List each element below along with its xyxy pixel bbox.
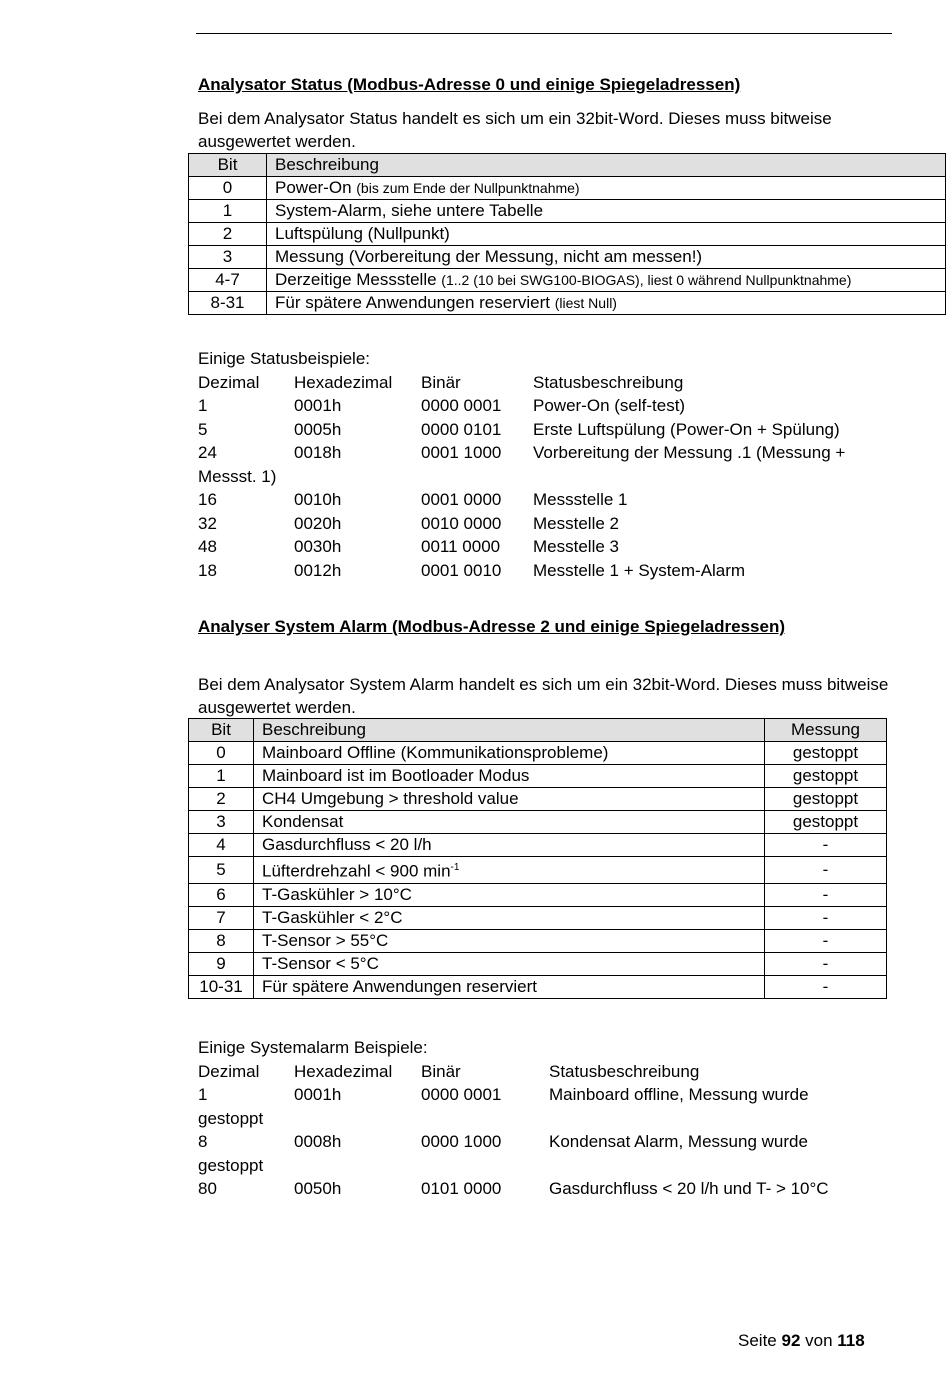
header-binaer: Binär [421,1061,461,1081]
example-bin: 0010 0000 [421,513,502,533]
example-row [198,535,898,559]
bit-cell: 1 [189,200,267,223]
example-desc: Messtelle 1 + System-Alarm [533,560,746,580]
bit-cell: 2 [189,223,267,246]
bit-cell: 5 [189,857,254,884]
table-row [189,834,887,857]
messung-cell: - [765,883,887,906]
example-hex: 0030h [294,537,342,556]
example-dec: 18 [198,560,217,580]
table-row [189,811,887,834]
examples-header-row [198,1060,898,1084]
bit-cell: 0 [189,177,267,200]
examples-title: Einige Statusbeispiele: [198,349,371,368]
footer-mid: von [800,1331,838,1350]
example-dec: 1 [198,1085,208,1104]
example-row [198,488,898,512]
example-wrap [198,1154,898,1178]
description-text: Für spätere Anwendungen reserviert [262,976,537,996]
description-cell [267,200,946,223]
table-row [189,788,887,811]
messung-cell: gestoppt [765,788,887,811]
status-examples [198,347,898,582]
example-desc: Kondensat Alarm, Messung wurde [549,1132,808,1151]
example-row [198,1130,898,1154]
example-row [198,394,898,418]
example-hex: 0001h [294,1085,342,1104]
header-statusbeschreibung: Statusbeschreibung [549,1061,700,1081]
examples-title: Einige Systemalarm Beispiele: [198,1038,428,1057]
example-hex: 0001h [294,396,342,415]
description-cell [254,742,765,765]
messung-cell: gestoppt [765,742,887,765]
example-bin: 0001 1000 [421,443,502,462]
header-statusbeschreibung: Statusbeschreibung [533,372,684,392]
page-footer [738,1331,865,1351]
example-row [198,418,898,442]
example-desc: Erste Luftspülung (Power-On + Spülung) [533,419,840,439]
example-hex: 0018h [294,443,342,462]
alarm-examples [198,1036,898,1201]
messung-cell: - [765,857,887,884]
example-wrap-text: Messst. 1) [198,466,277,486]
description-cell [267,269,946,292]
table-row [189,952,887,975]
example-dec: 5 [198,419,208,439]
example-dec: 16 [198,490,217,509]
example-bin: 0101 0000 [421,1179,502,1198]
example-desc: Messtelle 2 [533,513,619,533]
messung-cell: - [765,906,887,929]
example-wrap-text: gestoppt [198,1155,264,1175]
bit-cell: 4-7 [189,269,267,292]
table-row [189,906,887,929]
table-header-row [189,154,946,177]
description-cell [254,883,765,906]
example-desc: Power-On (self-test) [533,396,686,415]
section2-intro: Bei dem Analysator System Alarm handelt es sich um ein 32bit-Word. Dieses muss bitweise ausgewertet werden. [198,675,889,717]
header-hexadezimal: Hexadezimal [294,372,393,392]
description-text: Power-On [275,178,352,197]
description-text: T-Gaskühler > 10°C [262,884,412,904]
header-beschreibung: Beschreibung [254,719,765,742]
status-table [188,153,946,315]
description-text: Lüfterdrehzahl < 900 min [262,861,451,881]
superscript: -1 [450,862,460,873]
description-cell [254,834,765,857]
example-row [198,1083,898,1107]
example-bin: 0000 0001 [421,396,502,415]
description-cell [267,292,946,315]
example-desc: Vorbereitung der Messung .1 (Messung + [533,443,846,462]
example-dec: 32 [198,513,217,533]
example-dec: 80 [198,1179,217,1198]
table-row [189,177,946,200]
section1-heading: Analysator Status (Modbus-Adresse 0 und einige Spiegeladressen) [198,75,741,94]
table-row [189,246,946,269]
example-wrap-text: gestoppt [198,1108,264,1128]
example-row [198,441,898,465]
example-desc: Messstelle 1 [533,490,628,509]
messung-cell: - [765,952,887,975]
description-cell [254,811,765,834]
footer-page: 92 [781,1331,801,1350]
table-row [189,857,887,884]
bit-cell: 4 [189,834,254,857]
description-cell [254,857,765,884]
bit-cell: 10-31 [189,975,254,998]
table-row [189,292,946,315]
bit-cell: 3 [189,811,254,834]
table-row [189,200,946,223]
description-text: Kondensat [262,812,344,831]
description-text: CH4 Umgebung > threshold value [262,789,519,808]
examples-header-row [198,371,898,395]
example-dec: 8 [198,1132,208,1151]
example-bin: 0011 0000 [421,537,501,556]
table-row [189,929,887,952]
table-row [189,975,887,998]
example-bin: 0000 0101 [421,419,502,439]
bit-cell: 8 [189,929,254,952]
header-messung: Messung [765,719,887,742]
table-row [189,269,946,292]
messung-cell: gestoppt [765,765,887,788]
example-row [198,559,898,583]
bit-cell: 7 [189,906,254,929]
table-header-row [189,719,887,742]
example-bin: 0001 0000 [421,490,502,509]
description-text: Gasdurchfluss < 20 l/h [262,835,432,854]
example-dec: 48 [198,537,217,556]
messung-cell: - [765,929,887,952]
description-text: Messung (Vorbereitung der Messung, nicht am messen!) [275,247,703,266]
bit-cell: 6 [189,883,254,906]
example-bin: 0000 1000 [421,1132,502,1151]
example-bin: 0001 0010 [421,560,502,580]
table-row [189,223,946,246]
top-rule [196,33,892,34]
alarm-table [188,718,887,999]
table-row [189,742,887,765]
header-dezimal: Dezimal [198,372,260,392]
example-hex: 0020h [294,513,342,533]
bit-cell: 1 [189,765,254,788]
example-hex: 0010h [294,490,342,509]
example-desc: Messtelle 3 [533,537,619,556]
description-text: T-Gaskühler < 2°C [262,907,403,927]
bit-cell: 3 [189,246,267,269]
description-cell [254,929,765,952]
description-cell [254,788,765,811]
footer-total: 118 [837,1331,865,1350]
header-binaer: Binär [421,372,461,392]
description-note: (1..2 (10 bei SWG100-BIOGAS), liest 0 während Nullpunktnahme) [441,272,852,288]
example-hex: 0008h [294,1132,342,1151]
bit-cell: 0 [189,742,254,765]
bit-cell: 8-31 [189,292,267,315]
description-cell [267,177,946,200]
description-cell [254,765,765,788]
footer-prefix: Seite [738,1331,782,1350]
example-row [198,1177,898,1201]
example-dec: 24 [198,443,217,462]
example-hex: 0050h [294,1179,342,1198]
bit-cell: 2 [189,788,254,811]
messung-cell: - [765,975,887,998]
description-text: T-Sensor < 5°C [262,953,379,973]
description-cell [254,952,765,975]
example-wrap [198,465,898,489]
description-cell [254,906,765,929]
header-bit: Bit [189,719,254,742]
header-hexadezimal: Hexadezimal [294,1061,393,1081]
description-text: Für spätere Anwendungen reserviert [275,293,550,312]
example-hex: 0005h [294,419,342,439]
table-row [189,765,887,788]
description-text: T-Sensor > 55°C [262,930,389,950]
example-row [198,512,898,536]
section1-intro: Bei dem Analysator Status handelt es sich um ein 32bit-Word. Dieses muss bitweise ausgewertet werden. [198,109,832,151]
header-bit: Bit [189,154,267,177]
description-text: Derzeitige Messstelle [275,270,437,289]
example-wrap [198,1107,898,1131]
messung-cell: gestoppt [765,811,887,834]
bit-cell: 9 [189,952,254,975]
example-desc: Mainboard offline, Messung wurde [549,1085,809,1104]
example-desc: Gasdurchfluss < 20 l/h und T- > 10°C [549,1179,829,1198]
section2-heading: Analyser System Alarm (Modbus-Adresse 2 und einige Spiegeladressen) [198,617,785,636]
description-note: (liest Null) [554,295,617,311]
header-beschreibung: Beschreibung [267,154,946,177]
description-cell [267,246,946,269]
description-note: (bis zum Ende der Nullpunktnahme) [356,180,580,196]
description-cell [254,975,765,998]
description-text: Mainboard Offline (Kommunikationsprobleme) [262,743,609,762]
example-dec: 1 [198,396,208,415]
messung-cell: - [765,834,887,857]
table-row [189,883,887,906]
description-text: Luftspülung (Nullpunkt) [275,224,450,243]
description-text: Mainboard ist im Bootloader Modus [262,766,530,785]
description-text: System-Alarm, siehe untere Tabelle [275,201,544,220]
example-bin: 0000 0001 [421,1085,502,1104]
header-dezimal: Dezimal [198,1061,260,1081]
description-cell [267,223,946,246]
example-hex: 0012h [294,560,342,580]
